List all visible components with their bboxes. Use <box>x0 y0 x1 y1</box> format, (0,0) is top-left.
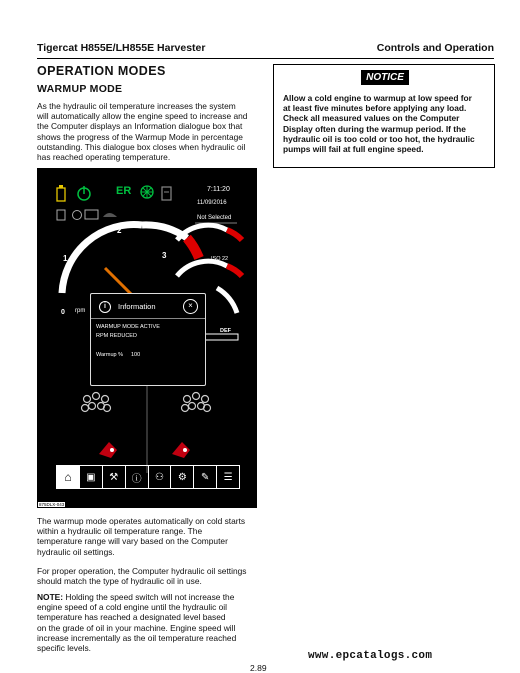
list-button[interactable] <box>217 466 239 488</box>
operator-button[interactable] <box>149 466 172 488</box>
page-number: 2.89 <box>250 663 267 673</box>
engine-icon: ▣ <box>86 471 96 483</box>
intro-paragraph: As the hydraulic oil temperature increases the system will automatically allow the engine speed to increase and the Computer displays an Information dialogue box that shows the progress of the Warmup Mode in percentage outstanding. This dialogue box closes when hydraulic oil has reached operating temperature. <box>37 101 248 163</box>
operator-icon: ⚇ <box>154 471 164 483</box>
wrench-icon: ⚒ <box>109 471 119 483</box>
left-joystick-buttons <box>82 393 111 412</box>
display-toolbar <box>56 465 240 489</box>
gauge-tick-2: 2 <box>117 226 122 235</box>
notice-tag: NOTICE <box>361 70 409 85</box>
figure-label: 875DLX-043 <box>39 502 65 507</box>
note-paragraph <box>37 592 261 653</box>
right-joystick-icon <box>172 442 190 458</box>
home-button[interactable] <box>57 466 80 488</box>
page-heading: OPERATION MODES <box>37 64 166 78</box>
gauge-tick-3: 3 <box>162 251 167 260</box>
info-circle-icon: ⓘ <box>131 473 142 485</box>
footer-url[interactable]: www.epcatalogs.com <box>308 650 433 662</box>
battery-icon <box>57 185 65 201</box>
info-icon: i <box>99 301 111 313</box>
dialog-title: Information <box>118 302 156 311</box>
fuel-filter-icon <box>162 187 171 200</box>
def-label: DEF <box>220 328 231 334</box>
dialog-divider <box>91 318 205 319</box>
rpm-label: rpm <box>75 308 86 314</box>
header-divider <box>37 58 494 59</box>
home-icon: ⌂ <box>64 470 72 484</box>
er-label: ER <box>116 185 132 197</box>
body-paragraph-3: For proper operation, the Computer hydraulic oil settings should match the type of hydraulic oil in use. <box>37 566 247 587</box>
screen-time: 7:11:20 <box>207 186 230 193</box>
gauge-tick-1: 1 <box>63 254 68 263</box>
tools-icon: ✎ <box>200 471 210 483</box>
dialog-line-1: WARMUP MODE ACTIVE <box>96 324 160 330</box>
document-title: Tigercat H855E/LH855E Harvester <box>37 42 206 54</box>
dialog-line-2: RPM REDUCED <box>96 333 137 339</box>
fan-icon <box>141 186 153 198</box>
screen-date: 11/09/2016 <box>197 200 227 206</box>
note-label: NOTE: <box>37 592 64 602</box>
warmup-progress-label: Warmup % <box>96 352 123 358</box>
list-icon: ☰ <box>223 471 233 483</box>
power-icon <box>78 186 90 200</box>
body-paragraph-2: The warmup mode operates automatically on cold starts within a hydraulic oil temperature range. The temperature range will vary based on the Computer hydraulic oil settings. <box>37 516 246 557</box>
gauge-tick-0: 0 <box>61 309 65 316</box>
mode-status: Not Selected <box>197 215 232 221</box>
engine-status-icons <box>57 210 117 220</box>
saw-icon: ⚙ <box>177 471 187 483</box>
engine-button[interactable] <box>80 466 103 488</box>
wrench-button[interactable] <box>103 466 126 488</box>
information-dialog <box>90 293 206 386</box>
left-joystick-icon <box>99 442 117 458</box>
warmup-progress-value: 100 <box>131 352 141 358</box>
close-dialog-button[interactable]: × <box>183 299 198 314</box>
oil-grade-label: ISO 22 <box>211 256 229 262</box>
section-title: Controls and Operation <box>376 42 494 54</box>
notice-text: Allow a cold engine to warmup at low speed for at least five minutes before applying any load. Check all measured values on the Computer Display often during the warmup period. If the hydraulic oil is too cold or too hot, the hydraulic pumps will fail at full engine speed. <box>283 93 475 155</box>
subheading: WARMUP MODE <box>37 83 123 95</box>
note-text: Holding the speed switch will not increase the engine speed of a cold engine until the hydraulic oil temperature has reached a designated level based on the grade of oil in your machine. Engine speed will increase incrementally as the oil temperature reached specific levels. <box>37 592 237 654</box>
saw-button[interactable] <box>171 466 194 488</box>
display-screen <box>37 168 257 508</box>
tools-button[interactable] <box>194 466 217 488</box>
right-joystick-buttons <box>182 393 211 412</box>
info-button[interactable] <box>126 466 149 488</box>
